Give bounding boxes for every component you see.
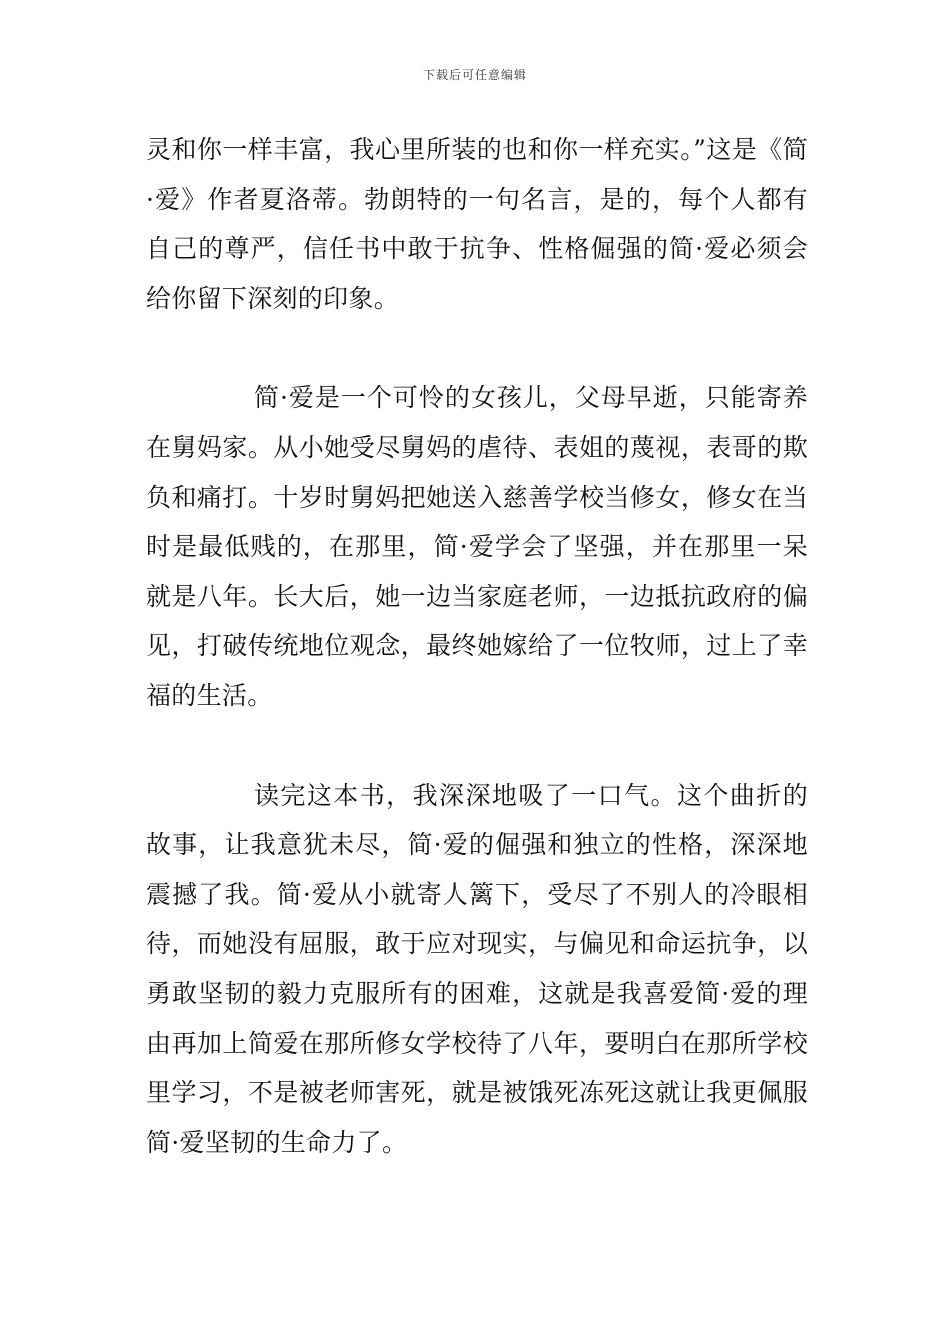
paragraph-2: 简·爱是一个可怜的女孩儿，父母早逝，只能寄养在舅妈家。从小她受尽舅妈的虐待、表姐的蔑视，表哥的欺负和痛打。十岁时舅妈把她送入慈善学校当修女，修女在当时是最低贱的，在那里，简·爱学会了坚强，并在那里一呆就是八年。长大后，她一边当家庭老师，一边抵抗政府的偏见，打破传统地位观念，最终她嫁给了一位牧师，过上了幸福的生活。 [146, 383, 808, 710]
document-body [146, 125, 808, 1167]
paragraph-3: 读完这本书，我深深地吸了一口气。这个曲折的故事，让我意犹未尽，简·爱的倔强和独立的性格，深深地震撼了我。简·爱从小就寄人篱下，受尽了不别人的冷眼相待，而她没有屈服，敢于应对现实，与偏见和命运抗争，以勇敢坚韧的毅力克服所有的困难，这就是我喜爱简·爱的理由再加上简爱在那所修女学校待了八年，要明白在那所学校里学习，不是被老师害死，就是被饿死冻死这就让我更佩服简·爱坚韧的生命力了。 [146, 780, 808, 1157]
paragraph-1: 灵和你一样丰富，我心里所装的也和你一样充实。”这是《简·爱》作者夏洛蒂。勃朗特的一句名言，是的，每个人都有自己的尊严，信任书中敢于抗争、性格倔强的简·爱必须会给你留下深刻的印象。 [146, 135, 808, 313]
page-header: 下载后可任意编辑 [422, 68, 527, 82]
